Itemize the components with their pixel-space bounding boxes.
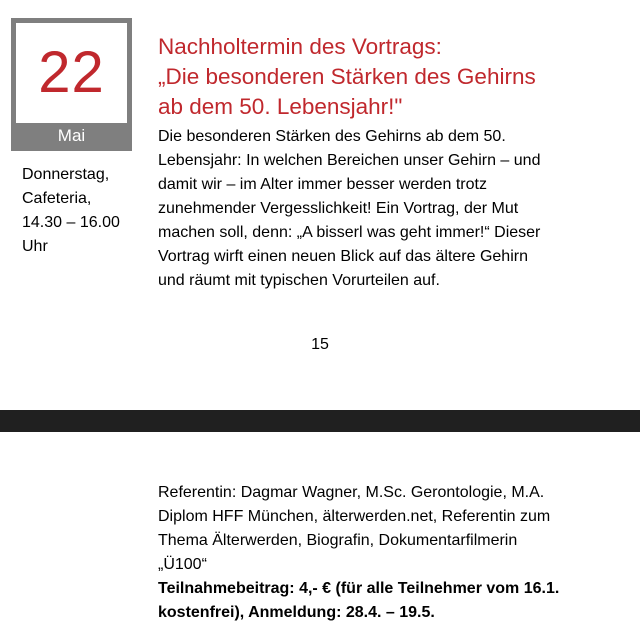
event-meta-line: Donnerstag, [22,166,110,183]
fee-line: Teilnahmebeitrag: 4,- € (für alle Teilnehmer vom 16.1. [158,580,560,597]
event-meta-line: 14.30 – 16.00 [22,214,120,231]
event-meta [22,163,140,259]
date-day: 22 [38,40,105,105]
event-title-line: ab dem 50. Lebensjahr!" [158,94,403,119]
event-meta-line: Uhr [22,238,48,255]
description-line: Lebensjahr: In welchen Bereichen unser Gehirn – und [158,152,541,169]
event-title [158,32,628,122]
fee-info [158,577,628,625]
description-line: damit wir – im Alter immer besser werden trotz [158,176,487,193]
description-line: zunehmender Vergesslichkeit! Ein Vortrag, der Mut [158,200,519,217]
speaker-line: Thema Älterwerden, Biografin, Dokumentarfilmerin [158,532,518,549]
page-divider [0,410,640,432]
description-line: machen soll, denn: „A bisserl was geht immer!“ Dieser [158,224,541,241]
event-description [158,125,628,293]
fee-line: kostenfrei), Anmeldung: 28.4. – 19.5. [158,604,435,621]
speaker-line: „Ü100“ [158,556,207,573]
date-badge [11,18,132,151]
date-month: Mai [57,126,86,145]
speaker-info [158,481,628,577]
description-line: und räumt mit typischen Vorurteilen auf. [158,272,440,289]
date-day-box [16,23,127,123]
description-line: Vortrag wirft einen neuen Blick auf das ältere Gehirn [158,248,528,265]
speaker-line: Diplom HFF München, älterwerden.net, Referentin zum [158,508,551,525]
page-bottom [0,432,640,638]
event-meta-line: Cafeteria, [22,190,92,207]
page-number: 15 [311,336,329,353]
event-title-line: Nachholtermin des Vortrags: [158,34,442,59]
event-title-line: „Die besonderen Stärken des Gehirns [158,64,536,89]
speaker-line: Referentin: Dagmar Wagner, M.Sc. Gerontologie, M.A. [158,484,545,501]
description-line: Die besonderen Stärken des Gehirns ab dem 50. [158,128,506,145]
